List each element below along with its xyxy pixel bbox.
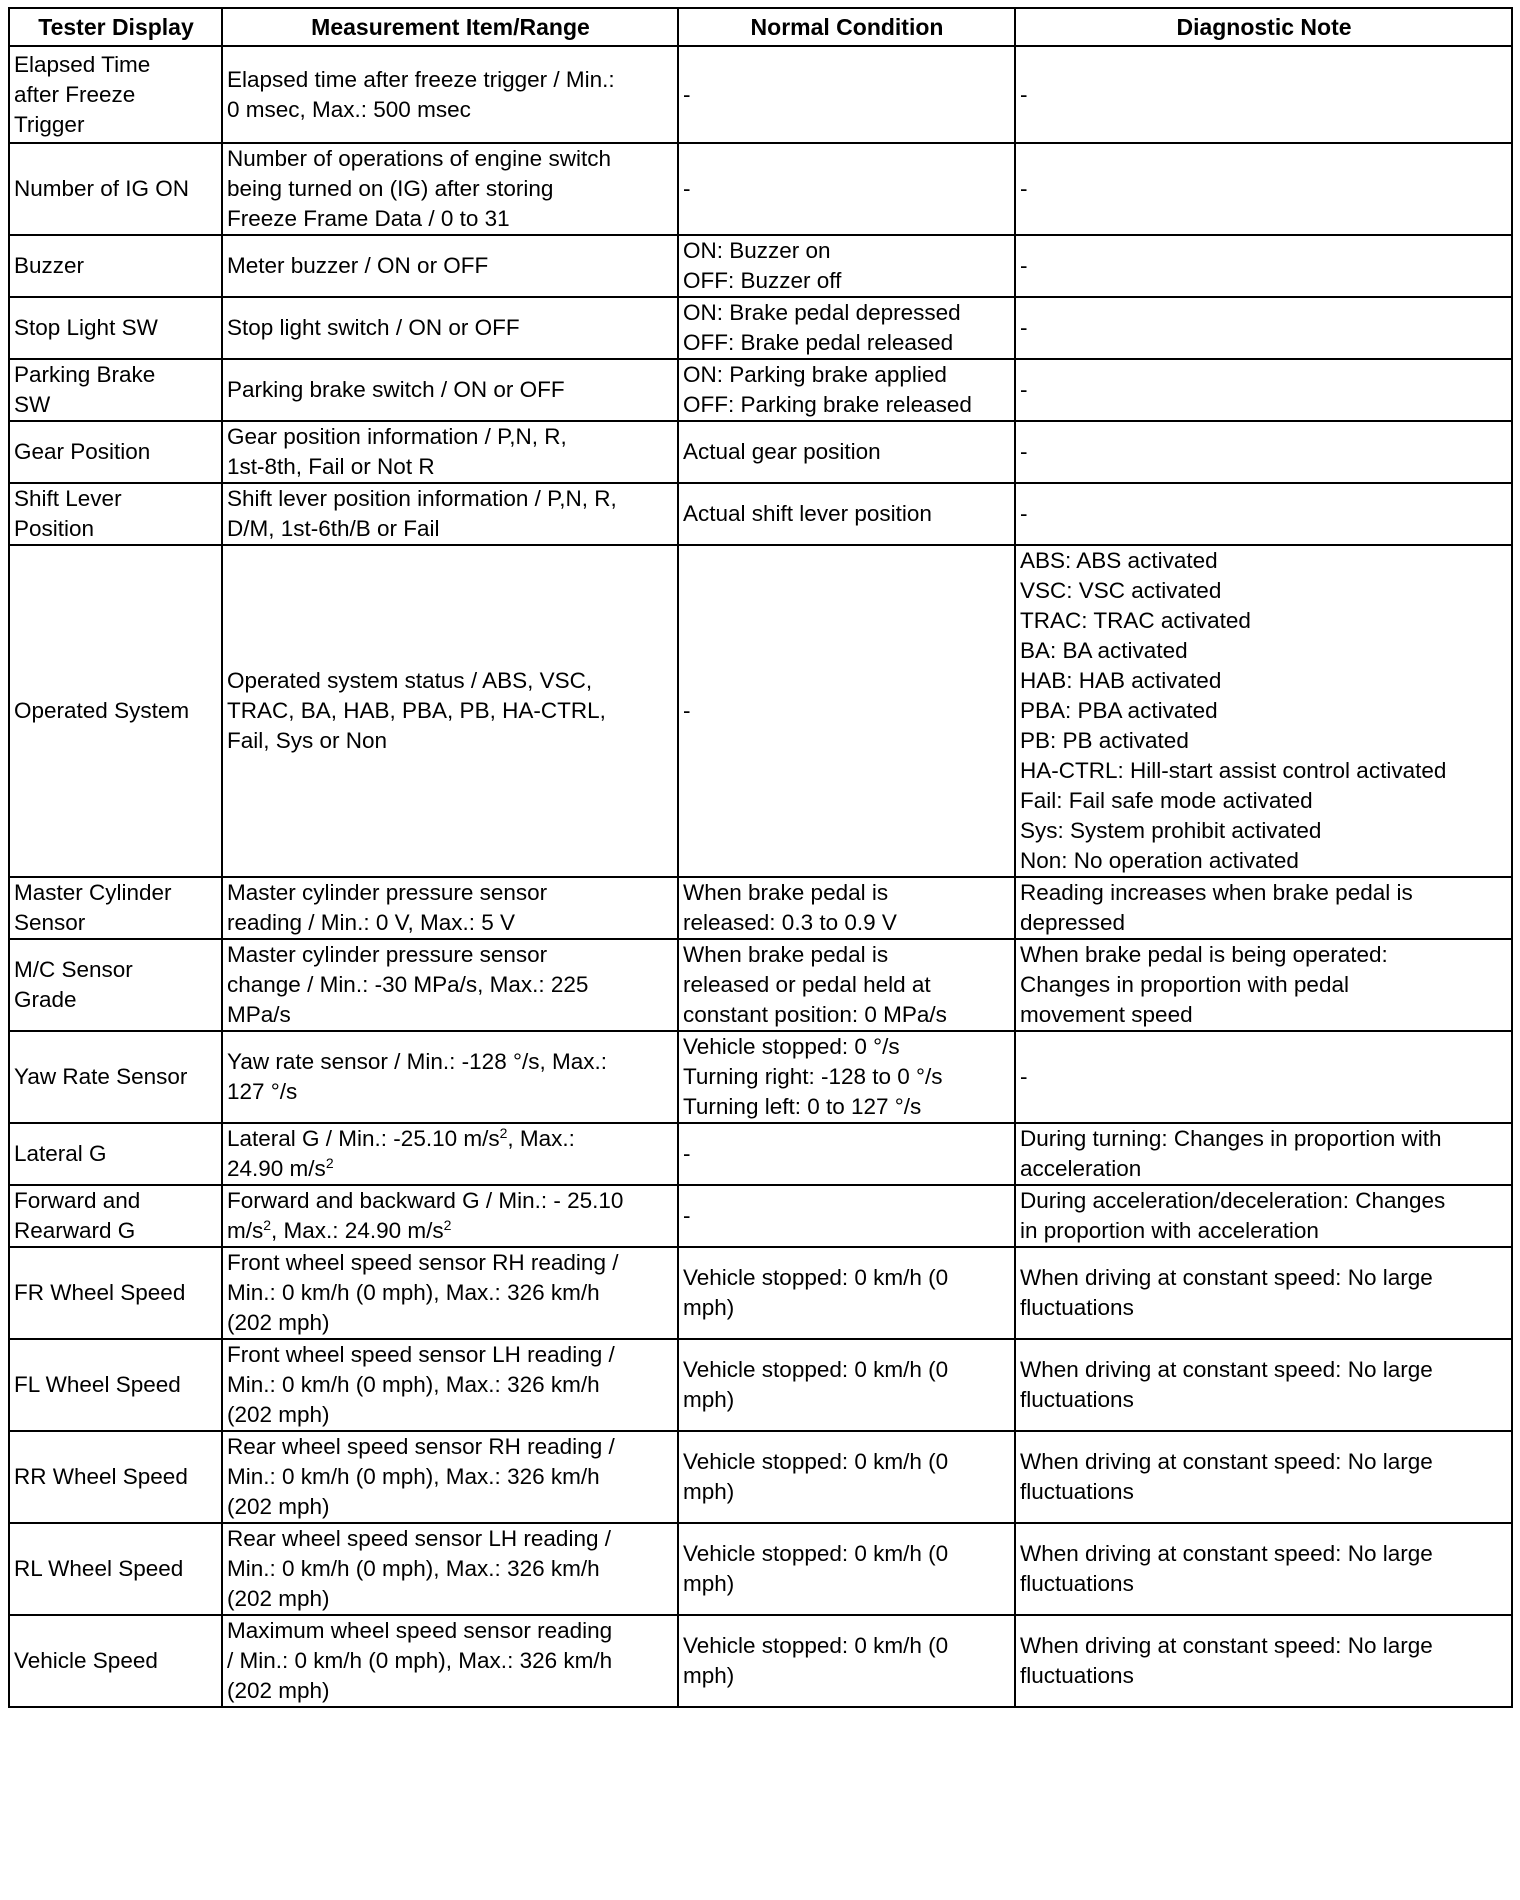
table-row — [9, 359, 1512, 421]
header-measurement-item-range: Measurement Item/Range — [222, 8, 678, 46]
cell-measurement-item: Front wheel speed sensor RH reading / Min.: 0 km/h (0 mph), Max.: 326 km/h (202 mph) — [222, 1247, 678, 1339]
table-row — [9, 545, 1512, 877]
cell-diagnostic-note: - — [1015, 359, 1512, 421]
cell-measurement-item: Front wheel speed sensor LH reading / Min.: 0 km/h (0 mph), Max.: 326 km/h (202 mph) — [222, 1339, 678, 1431]
cell-tester-display: Vehicle Speed — [9, 1615, 222, 1707]
cell-measurement-item: Rear wheel speed sensor RH reading / Min.: 0 km/h (0 mph), Max.: 326 km/h (202 mph) — [222, 1431, 678, 1523]
cell-diagnostic-note: During acceleration/deceleration: Changes in proportion with acceleration — [1015, 1185, 1512, 1247]
table-row — [9, 297, 1512, 359]
cell-diagnostic-note: - — [1015, 143, 1512, 235]
cell-normal-condition: - — [678, 1185, 1015, 1247]
cell-diagnostic-note: - — [1015, 46, 1512, 143]
cell-diagnostic-note: When driving at constant speed: No large fluctuations — [1015, 1615, 1512, 1707]
cell-normal-condition: Actual shift lever position — [678, 483, 1015, 545]
header-row — [9, 8, 1512, 46]
cell-normal-condition: - — [678, 143, 1015, 235]
cell-normal-condition: When brake pedal is released or pedal held at constant position: 0 MPa/s — [678, 939, 1015, 1031]
table-row — [9, 1123, 1512, 1185]
cell-measurement-item: Lateral G / Min.: -25.10 $m/s^2$, Max.: 24.90 $m/s^2$ — [222, 1123, 678, 1185]
cell-diagnostic-note: During turning: Changes in proportion with acceleration — [1015, 1123, 1512, 1185]
cell-normal-condition: Vehicle stopped: 0 km/h (0 mph) — [678, 1615, 1015, 1707]
table-row — [9, 1185, 1512, 1247]
cell-tester-display: Elapsed Time after Freeze Trigger — [9, 46, 222, 143]
cell-diagnostic-note: - — [1015, 235, 1512, 297]
header-diagnostic-note: Diagnostic Note — [1015, 8, 1512, 46]
table-row — [9, 1339, 1512, 1431]
cell-tester-display: Gear Position — [9, 421, 222, 483]
table-row — [9, 877, 1512, 939]
cell-measurement-item: Shift lever position information / P,N, R, D/M, 1st-6th/B or Fail — [222, 483, 678, 545]
cell-diagnostic-note: - — [1015, 483, 1512, 545]
cell-tester-display: Number of IG ON — [9, 143, 222, 235]
cell-measurement-item: Yaw rate sensor / Min.: -128 °/s, Max.: 127 °/s — [222, 1031, 678, 1123]
cell-tester-display: RL Wheel Speed — [9, 1523, 222, 1615]
cell-tester-display: Master Cylinder Sensor — [9, 877, 222, 939]
cell-tester-display: Yaw Rate Sensor — [9, 1031, 222, 1123]
cell-measurement-item: Number of operations of engine switch being turned on (IG) after storing Freeze Frame Data / 0 to 31 — [222, 143, 678, 235]
cell-tester-display: Buzzer — [9, 235, 222, 297]
cell-diagnostic-note: When driving at constant speed: No large fluctuations — [1015, 1431, 1512, 1523]
cell-measurement-item: Meter buzzer / ON or OFF — [222, 235, 678, 297]
cell-diagnostic-note: When driving at constant speed: No large fluctuations — [1015, 1339, 1512, 1431]
table-row — [9, 143, 1512, 235]
cell-measurement-item: Elapsed time after freeze trigger / Min.: 0 msec, Max.: 500 msec — [222, 46, 678, 143]
cell-normal-condition: - — [678, 545, 1015, 877]
cell-measurement-item: Operated system status / ABS, VSC, TRAC, BA, HAB, PBA, PB, HA-CTRL, Fail, Sys or Non — [222, 545, 678, 877]
cell-normal-condition: - — [678, 1123, 1015, 1185]
cell-tester-display: Shift Lever Position — [9, 483, 222, 545]
table-row — [9, 235, 1512, 297]
cell-measurement-item: Parking brake switch / ON or OFF — [222, 359, 678, 421]
cell-normal-condition: - — [678, 46, 1015, 143]
data-list-sheet — [8, 7, 1511, 1708]
table-row — [9, 1523, 1512, 1615]
table-row — [9, 421, 1512, 483]
cell-normal-condition: Vehicle stopped: 0 °/s Turning right: -128 to 0 °/s Turning left: 0 to 127 °/s — [678, 1031, 1015, 1123]
header-normal-condition: Normal Condition — [678, 8, 1015, 46]
table-row — [9, 46, 1512, 143]
cell-diagnostic-note: - — [1015, 421, 1512, 483]
header-tester-display: Tester Display — [9, 8, 222, 46]
table-row — [9, 1431, 1512, 1523]
cell-normal-condition: ON: Parking brake applied OFF: Parking brake released — [678, 359, 1015, 421]
cell-tester-display: FL Wheel Speed — [9, 1339, 222, 1431]
cell-measurement-item: Master cylinder pressure sensor reading / Min.: 0 V, Max.: 5 V — [222, 877, 678, 939]
cell-measurement-item: Forward and backward G / Min.: - 25.10 $m/s^2$, Max.: 24.90 $m/s^2$ — [222, 1185, 678, 1247]
cell-measurement-item: Maximum wheel speed sensor reading / Min.: 0 km/h (0 mph), Max.: 326 km/h (202 mph) — [222, 1615, 678, 1707]
cell-diagnostic-note: ABS: ABS activated VSC: VSC activated TRAC: TRAC activated BA: BA activated HAB: HAB activated PBA: PBA activated PB: PB activated HA-CTRL: Hill-start assist control activated Fail: Fail safe mode activated Sys: System prohibit activated Non: No operation activated — [1015, 545, 1512, 877]
cell-tester-display: M/C Sensor Grade — [9, 939, 222, 1031]
cell-normal-condition: When brake pedal is released: 0.3 to 0.9 V — [678, 877, 1015, 939]
cell-diagnostic-note: - — [1015, 297, 1512, 359]
cell-normal-condition: Vehicle stopped: 0 km/h (0 mph) — [678, 1247, 1015, 1339]
cell-diagnostic-note: When driving at constant speed: No large fluctuations — [1015, 1247, 1512, 1339]
table-row — [9, 483, 1512, 545]
cell-measurement-item: Master cylinder pressure sensor change / Min.: -30 MPa/s, Max.: 225 MPa/s — [222, 939, 678, 1031]
cell-measurement-item: Stop light switch / ON or OFF — [222, 297, 678, 359]
data-list-table — [8, 7, 1513, 1708]
cell-tester-display: Parking Brake SW — [9, 359, 222, 421]
cell-tester-display: RR Wheel Speed — [9, 1431, 222, 1523]
cell-diagnostic-note: When driving at constant speed: No large fluctuations — [1015, 1523, 1512, 1615]
cell-normal-condition: Actual gear position — [678, 421, 1015, 483]
cell-normal-condition: Vehicle stopped: 0 km/h (0 mph) — [678, 1339, 1015, 1431]
table-row — [9, 939, 1512, 1031]
table-row — [9, 1031, 1512, 1123]
cell-diagnostic-note: Reading increases when brake pedal is depressed — [1015, 877, 1512, 939]
cell-normal-condition: ON: Buzzer on OFF: Buzzer off — [678, 235, 1015, 297]
cell-tester-display: Stop Light SW — [9, 297, 222, 359]
cell-normal-condition: Vehicle stopped: 0 km/h (0 mph) — [678, 1431, 1015, 1523]
cell-diagnostic-note: When brake pedal is being operated: Changes in proportion with pedal movement speed — [1015, 939, 1512, 1031]
cell-tester-display: Forward and Rearward G — [9, 1185, 222, 1247]
cell-normal-condition: Vehicle stopped: 0 km/h (0 mph) — [678, 1523, 1015, 1615]
cell-diagnostic-note: - — [1015, 1031, 1512, 1123]
table-body — [9, 46, 1512, 1707]
cell-normal-condition: ON: Brake pedal depressed OFF: Brake pedal released — [678, 297, 1015, 359]
cell-tester-display: Operated System — [9, 545, 222, 877]
table-row — [9, 1615, 1512, 1707]
table-row — [9, 1247, 1512, 1339]
cell-measurement-item: Rear wheel speed sensor LH reading / Min.: 0 km/h (0 mph), Max.: 326 km/h (202 mph) — [222, 1523, 678, 1615]
cell-tester-display: Lateral G — [9, 1123, 222, 1185]
cell-measurement-item: Gear position information / P,N, R, 1st-8th, Fail or Not R — [222, 421, 678, 483]
cell-tester-display: FR Wheel Speed — [9, 1247, 222, 1339]
